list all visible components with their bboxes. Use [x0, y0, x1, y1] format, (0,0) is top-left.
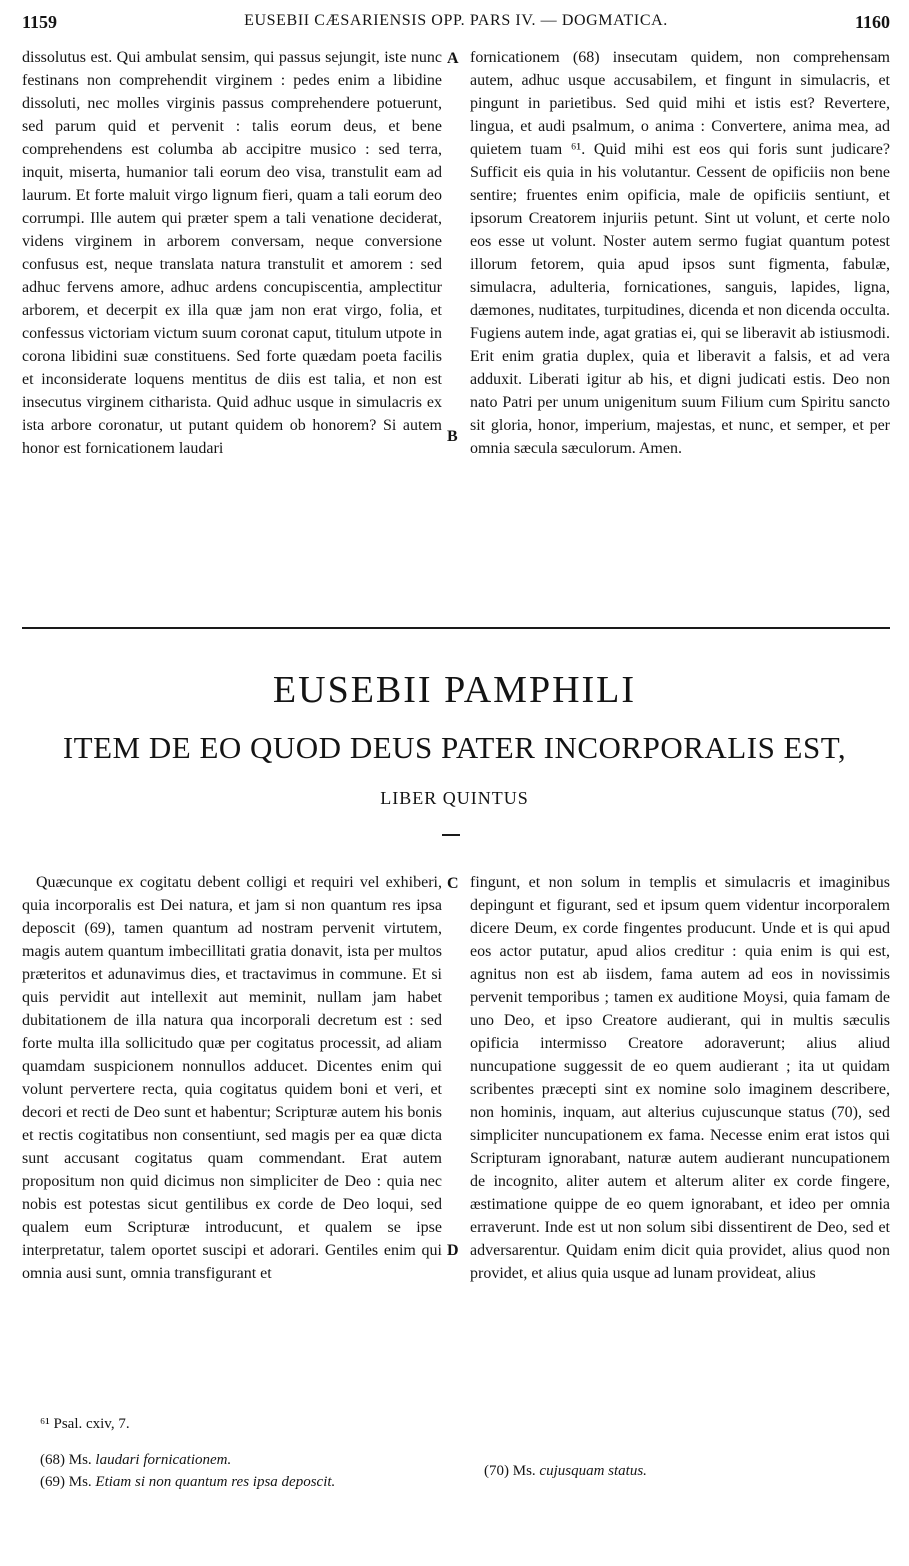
- footnote-69-text: Etiam si non quantum res ipsa deposcit.: [95, 1474, 336, 1490]
- treatise-title: ITEM DE EO QUOD DEUS PATER INCORPORALIS EST,: [62, 730, 847, 765]
- footnote-70-label: (70) Ms.: [484, 1463, 536, 1479]
- section2-right-column: [470, 871, 890, 1285]
- footnote-68-label: (68) Ms.: [40, 1452, 92, 1468]
- treatise-author-title: EUSEBII PAMPHILI: [272, 669, 637, 711]
- page-number-left: 1159: [22, 12, 58, 32]
- footnote-69-label: (69) Ms.: [40, 1474, 92, 1490]
- page-number-right: 1160: [854, 12, 890, 32]
- footnote-68: [40, 1452, 231, 1469]
- section1-left-text: dissolutus est. Qui ambulat sensim, qui passus sejungit, iste nunc festinans non comprehendit virginem : pedes enim a libidine dissoluti, nec molles virginis passus comprehendere potuerunt, sed parum quid et pervenit : talis eorum deus, et bene comprehendens est columba ab accipitre musico : sed terra, inquit, miserta, humanior tali eorum deo visa, transtulit eam ad laurum. Et forte maluit virgo lignum fieri, quam a tali eorum deo corrumpi. Ille autem qui præter spem a tali venatione deciderat, videns virginem in arborem conversam, neque conversione confusus est, neque translata natura transtulit et amorem : sed adhuc fervens amore, adhuc ardens concupiscentia, amplectitur arborem, et decerpit ex illa quæ jam non erat virgo, folia, et confessus victoriam victum suum coronat caput, titulum utpote in corona libidini suæ constituens. Sed forte quædam poeta facilis et inconsiderate loquens mentitus de diis est talia, et non est insecutus virginem citharista. Quid adhuc usque in simulacris ex ista arbore coronatur, ut putant quidem ob honorem? Si autem honor est fornicationem laudari: [22, 49, 442, 457]
- section2-right-text: fingunt, et non solum in templis et simulacris et imaginibus depingunt et figurant, sed et ipsum quem videntur incorporalem dicere Deum, ex corde fingentes producunt. Unde et is qui apud eos actor putatur, apud alios creditur : quia enim is qui est, agnitus non est ab iisdem, fama autem ad eos in novissimis pervenit temporibus ; tamen ex auditione Moysi, quia famam de uno Deo, et ipso Creatore audierant, qui in multis sæculis opificia intermisso Creatore adoraverunt; alius aliud nuncupatione suggessit de eo quem audierant ; ita ut quidam scribentes præcepti sint ex nomine solo imaginem describere, non hominis, inquam, aut alterius cujuscunque status (70), sed simpliciter nuncupationem ex fama. Necesse enim erat istos qui Scripturam ignorabant, naturæ autem audierant nuncupationem de incognito, aliter autem et alterum aliter ex corde fingere, æstimatione quippe de eo quem ignorabant, et ideo per omnia erraverunt. Inde est ut non solum sibi dissentirent de Deo, sed et adversarentur. Quidam enim dicit quia providet, alius quod non providet, et alius quia usque ad lunam provideat, alius: [470, 874, 890, 1282]
- section-divider: [22, 627, 890, 629]
- running-title: EUSEBII CÆSARIENSIS OPP. PARS IV. — DOGMATICA.: [244, 12, 668, 29]
- margin-letter-b: B: [447, 428, 458, 445]
- margin-letter-d: D: [447, 1242, 459, 1259]
- footnote-70: [484, 1463, 647, 1480]
- running-header: [22, 6, 890, 34]
- section1-left-column: [22, 46, 442, 460]
- section1-right-text: fornicationem (68) insecutam quidem, non comprehensam autem, adhuc usque accusabilem, et fingunt in simulacris, et pingunt in parietibus. Sed quid mihi et istis est? Revertere, lingua, et audi psalmum, o anima : Convertere, anima mea, ad quietem tuam ⁶¹. Quid mihi est eos qui foris sunt judicare? Sufficit eis quia in his volutantur. Cessent de opificiis non bene sentire; fruentes enim opificia, male de opificiis sentiunt, et ipsorum Creatorem injuriis petunt. Sint ut volunt, et certe nolo eos esse ut volunt. Noster autem sermo fugiat quantum potest illorum fetorem, quia apud ipsos sunt figmenta, fabulæ, simulacra, adulteria, fornicationes, sanguis, lapides, ligna, dæmones, nuditates, turpitudines, dicenda et non dicenda occulta. Fugiens autem inde, agat gratias ei, qui se liberavit ab istiusmodi. Erit enim gratia duplex, quia et liberavit a falsis, et ad vera adduxit. Liberati igitur ab his, et digni judicati estis. Deo non nato Patri per unum unigenitum suum Filium cum Spiritu sancto sit gloria, honor, imperium, majestas, et nunc, et semper, et per omnia sæcula sæculorum. Amen.: [470, 49, 890, 457]
- margin-letter-a: A: [447, 50, 459, 67]
- book-number: LIBER QUINTUS: [380, 788, 529, 808]
- title-dash: [442, 834, 460, 836]
- scripture-footnote: ⁶¹ Psal. cxiv, 7.: [40, 1416, 130, 1432]
- footnote-68-text: laudari fornicationem.: [95, 1452, 232, 1468]
- section1-right-column: [470, 46, 890, 460]
- section2-left-text: Quæcunque ex cogitatu debent colligi et requiri vel exhiberi, quia incorporalis est Dei natura, et jam si non quantum res ipsa deposcit (69), tamen quantum ad nostram pervenit virtutem, magis autem quantum imbecillitati gratia donavit, ista per multos præteritos et adunavimus dies, et tractavimus in commune. Et si quis pervidit aut intellexit aut meminit, nullam jam habet dubitationem de illa natura qua incorporali decretum est : sed forte multa illa sollicitudo quæ per cogitatus processit, ad aliam quamdam suspicionem nonnullos adducet. Dicentes enim qui volunt pervertere recta, quia cogitatus quidem boni et veri, et decori et recti de Deo sunt et habentur; Scripturæ autem his bonis et rectis cogitatibus non consentiunt, sed magis per ea quæ dicta sunt accusant cogitatus quam commendant. Erat autem propositum non quid dicimus non simpliciter de Deo : quia nec nobis est potestas sicut gentilibus ex corde de Deo loqui, sed qualem eum Scripturæ introducunt, et qualem se ipse interpretatur, talem oportet suscipi et adorari. Gentiles enim qui omnia ausi sunt, omnia transfigurant et: [22, 874, 442, 1282]
- footnote-70-text: cujusquam status.: [539, 1463, 647, 1479]
- section2-left-column: [22, 871, 442, 1285]
- margin-letter-c: C: [447, 875, 459, 892]
- footnote-69: [40, 1474, 335, 1491]
